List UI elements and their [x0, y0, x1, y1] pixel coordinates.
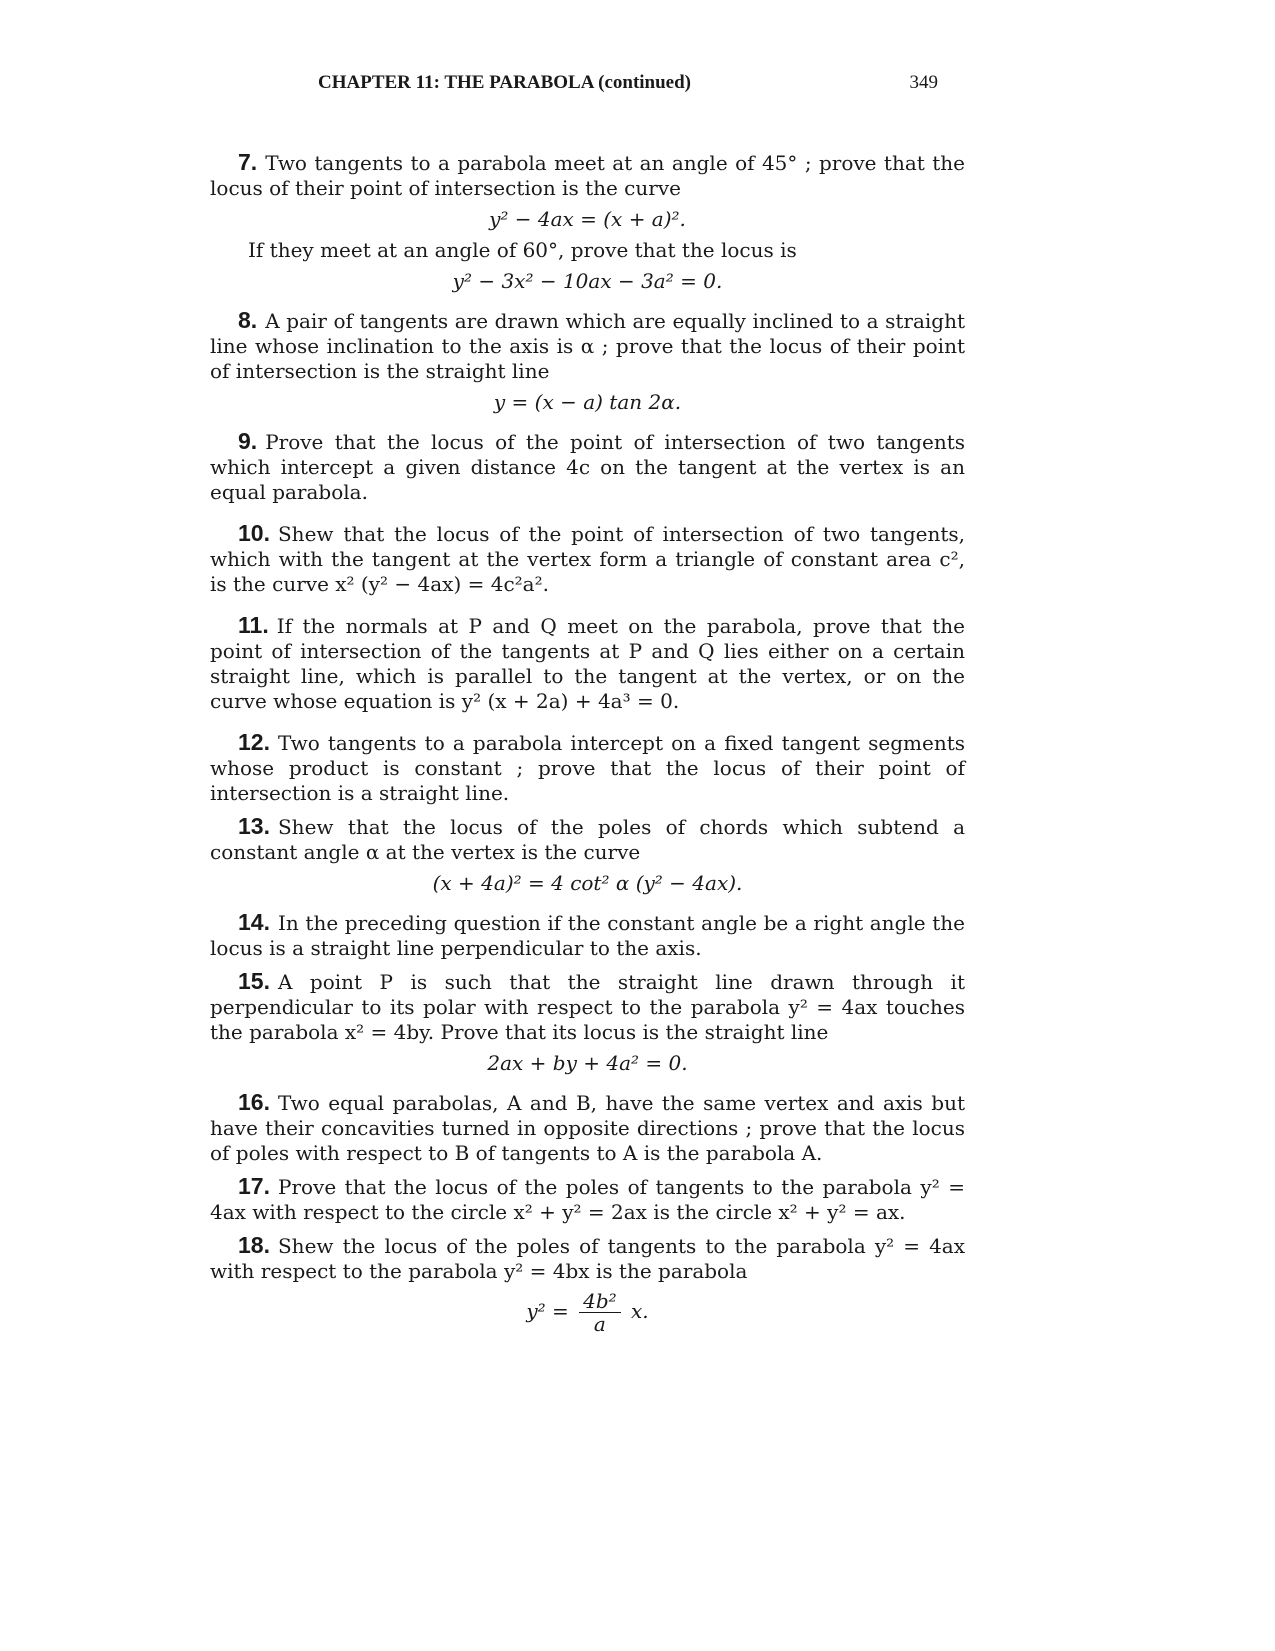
problem-list	[210, 150, 965, 1341]
problem-text: Shew the locus of the poles of tangents to the parabola y² = 4ax with respect to the parabola y² = 4bx is the parabola	[210, 1234, 965, 1283]
problem-text: If the normals at P and Q meet on the parabola, prove that the point of intersection of the tangents at P and Q lies either on a certain straight line, which is parallel to the tangent at the vertex, or on the curve whose equation is y² (x + 2a) + 4a³ = 0.	[210, 614, 965, 713]
problem-18	[210, 1233, 965, 1284]
problem-text: Two tangents to a parabola meet at an angle of 45° ; prove that the locus of their point of intersection is the curve	[210, 151, 965, 200]
equation: y = (x − a) tan 2α.	[493, 390, 682, 414]
problem-11	[210, 613, 965, 714]
problem-14	[210, 910, 965, 961]
problem-7	[210, 150, 965, 201]
problem-12	[210, 730, 965, 806]
problem-number: 16.	[238, 1089, 270, 1115]
equation: y² − 3x² − 10ax − 3a² = 0.	[452, 269, 723, 293]
fraction-numerator: 4b²	[579, 1290, 621, 1313]
problem-9	[210, 429, 965, 505]
page-number: 349	[909, 72, 938, 93]
problem-number: 14.	[238, 909, 270, 935]
problem-text-continued: If they meet at an angle of 60°, prove that the locus is	[248, 238, 797, 262]
problem-number: 9.	[238, 428, 258, 454]
chapter-title: CHAPTER 11: THE PARABOLA (continued)	[318, 72, 692, 93]
fraction	[579, 1290, 621, 1335]
problem-number: 12.	[238, 729, 270, 755]
problem-text: Shew that the locus of the point of intersection of two tangents, which with the tangent at the vertex form a triangle of constant area c², is the curve x² (y² − 4ax) = 4c²a².	[210, 522, 965, 596]
problem-16	[210, 1090, 965, 1166]
problem-number: 10.	[238, 520, 270, 546]
problem-10	[210, 521, 965, 597]
problem-13	[210, 814, 965, 865]
equation: (x + 4a)² = 4 cot² α (y² − 4ax).	[432, 871, 743, 895]
problem-text: Two tangents to a parabola intercept on a fixed tangent segments whose product is constant ; prove that the locus of their point of intersection is a straight line.	[210, 731, 965, 805]
equation: 2ax + by + 4a² = 0.	[487, 1051, 688, 1075]
fraction-denominator: a	[593, 1312, 606, 1336]
problem-number: 18.	[238, 1232, 270, 1258]
problem-number: 7.	[238, 149, 258, 175]
problem-number: 8.	[238, 307, 258, 333]
fraction-equation	[210, 1290, 965, 1335]
problem-number: 15.	[238, 968, 270, 994]
page-header	[318, 72, 938, 102]
equation-rhs: x.	[631, 1299, 649, 1323]
problem-text: Two equal parabolas, A and B, have the same vertex and axis but have their concavities turned in opposite directions ; prove that the locus of poles with respect to B of tangents to A is the parabola A.	[210, 1091, 965, 1165]
problem-17	[210, 1174, 965, 1225]
problem-number: 11.	[238, 612, 269, 638]
equation-lhs: y² =	[526, 1299, 569, 1323]
problem-number: 13.	[238, 813, 270, 839]
problem-text: Prove that the locus of the poles of tangents to the parabola y² = 4ax with respect to the circle x² + y² = 2ax is the circle x² + y² = ax.	[210, 1175, 965, 1224]
problem-text: A pair of tangents are drawn which are equally inclined to a straight line whose inclination to the axis is α ; prove that the locus of their point of intersection is the straight line	[210, 309, 965, 383]
problem-15	[210, 969, 965, 1045]
equation: y² − 4ax = (x + a)².	[489, 207, 686, 231]
problem-number: 17.	[238, 1173, 270, 1199]
problem-text: A point P is such that the straight line drawn through it perpendicular to its polar with respect to the parabola y² = 4ax touches the parabola x² = 4by. Prove that its locus is the straight line	[210, 970, 965, 1044]
problem-8	[210, 308, 965, 384]
problem-text: Shew that the locus of the poles of chords which subtend a constant angle α at the vertex is the curve	[210, 815, 965, 864]
problem-text: Prove that the locus of the point of intersection of two tangents which intercept a given distance 4c on the tangent at the vertex is an equal parabola.	[210, 430, 965, 504]
problem-text: In the preceding question if the constant angle be a right angle the locus is a straight line perpendicular to the axis.	[210, 911, 965, 960]
